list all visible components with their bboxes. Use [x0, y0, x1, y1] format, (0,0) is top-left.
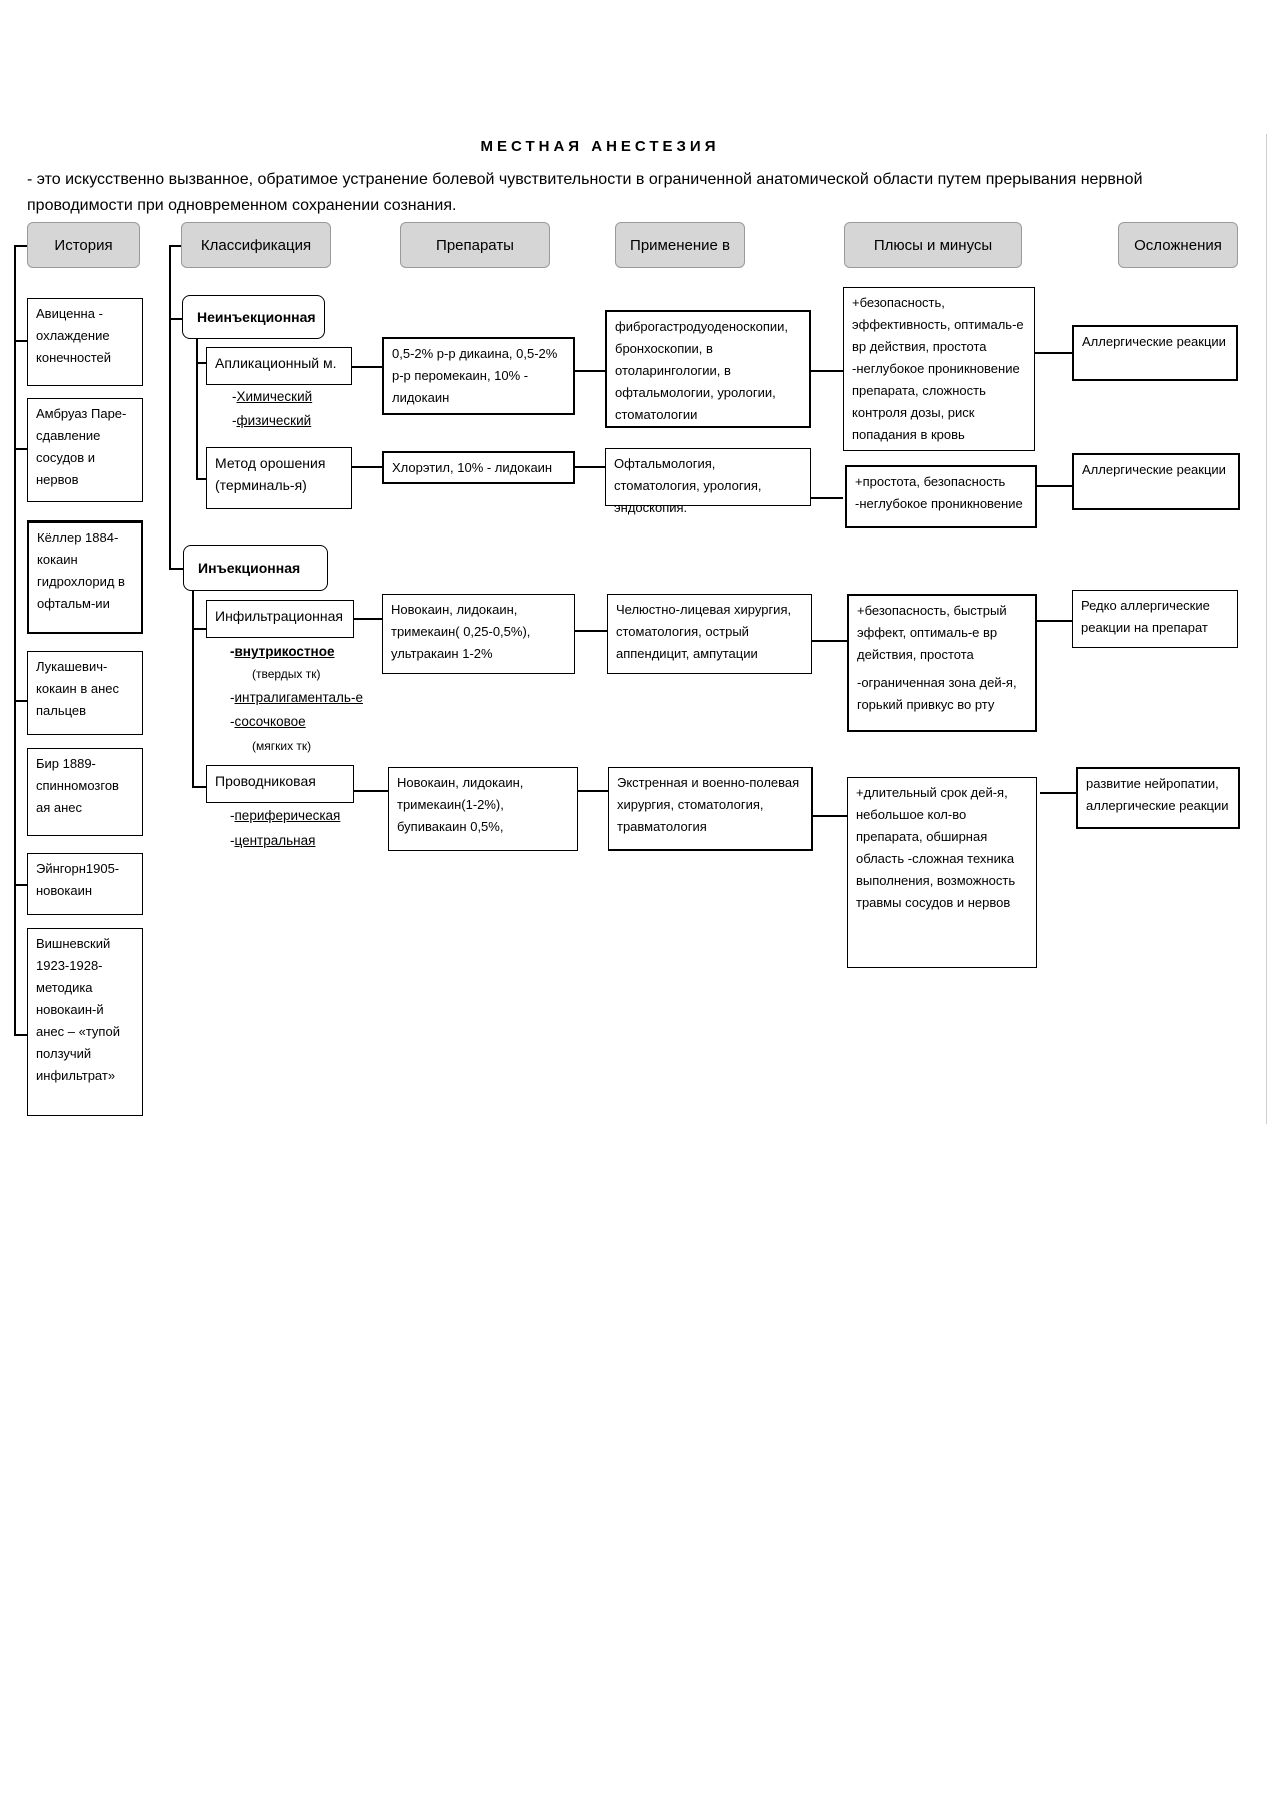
infiltration-node: Инфильтрационная [206, 600, 354, 638]
connector [14, 245, 27, 247]
connector [575, 466, 605, 468]
connector [1037, 485, 1072, 487]
connector [169, 318, 183, 320]
connector [1040, 792, 1076, 794]
header-complications: Осложнения [1118, 222, 1238, 268]
history-bracket [14, 245, 16, 1035]
definition-text: - это искусственно вызванное, обратимое устранение болевой чувствительности в ограниченной анатомической области путем прерывания нервной проводимости при одновременном сохранении сознания. [27, 171, 1143, 214]
application-complications: Аллергические реакции [1072, 325, 1238, 381]
history-item: Кёллер 1884- кокаин гидрохлорид в офтальм-ии [27, 520, 143, 634]
irrigation-method-node: Метод орошения (терминаль-я) [206, 447, 352, 509]
connector [811, 370, 843, 372]
irrigation-pros-cons: +простота, безопасность -неглубокое проникновение [845, 465, 1037, 528]
infiltration-use: Челюстно-лицевая хирургия, стоматология, острый аппендицит, ампутации [607, 594, 812, 674]
conduction-node: Проводниковая [206, 765, 354, 803]
irrigation-drugs: Хлорэтил, 10% - лидокаин [382, 451, 575, 484]
connector [192, 591, 194, 787]
application-method-node: Апликационный м. [206, 347, 352, 385]
connector [1037, 620, 1072, 622]
connector [354, 618, 382, 620]
injection-node: Инъекционная [183, 545, 328, 591]
classification-bracket [169, 245, 171, 570]
connector [169, 568, 183, 570]
conduction-sub-peripheral: -периферическая [230, 808, 341, 823]
page-title: МЕСТНАЯ АНЕСТЕЗИЯ [480, 138, 720, 155]
connector [1035, 352, 1072, 354]
infiltration-pros: +безопасность, быстрый эффект, оптималь-е вр действия, простота [857, 603, 1007, 662]
connector [14, 448, 27, 450]
connector [352, 466, 382, 468]
connector [14, 884, 27, 886]
header-drugs: Препараты [400, 222, 550, 268]
application-pros-cons: +безопасность, эффективность, оптималь-е вр действия, простота -неглубокое проникновение препарата, сложность контроля дозы, риск попадания в кровь [843, 287, 1035, 451]
connector [811, 497, 843, 499]
connector [192, 628, 206, 630]
history-item: Лукашевич- кокаин в анес пальцев [27, 651, 143, 735]
connector [14, 1034, 27, 1036]
connector [196, 339, 198, 479]
application-sub-physical: -физический [232, 413, 312, 428]
conduction-complications: развитие нейропатии, аллергические реакции [1076, 767, 1240, 829]
conduction-sub-central: -центральная [230, 833, 316, 848]
connector [575, 630, 607, 632]
infiltration-pros-cons [847, 594, 1037, 732]
conduction-pros-cons: +длительный срок дей-я, небольшое кол-во препарата, обширная область -сложная техника выполнения, возможность травмы сосудов и нервов [847, 777, 1037, 968]
infiltration-cons: -ограниченная зона дей-я, горький привкус во рту [857, 675, 1017, 712]
header-classification: Классификация [181, 222, 331, 268]
connector [196, 478, 206, 480]
non-injection-node: Неинъекционная [182, 295, 325, 339]
header-history: История [27, 222, 140, 268]
connector [196, 362, 206, 364]
page-edge-rule [1266, 134, 1267, 1124]
infiltration-sub-intraligamentary: -интралигаменталь-е [230, 690, 363, 705]
infiltration-drugs: Новокаин, лидокаин, тримекаин( 0,25-0,5%), ультракаин 1-2% [382, 594, 575, 674]
connector [169, 245, 181, 247]
irrigation-complications: Аллергические реакции [1072, 453, 1240, 510]
infiltration-sub-note: (твердых тк) [252, 667, 321, 681]
history-item: Эйнгорн1905- новокаин [27, 853, 143, 915]
irrigation-use: Офтальмология, стоматология, урология, эндоскопия. [605, 448, 811, 506]
infiltration-sub-intraosseous: -внутрикостное [230, 644, 335, 659]
history-item: Авиценна - охлаждение конечностей [27, 298, 143, 386]
connector [14, 340, 27, 342]
header-application: Применение в [615, 222, 745, 268]
history-item: Амбруаз Паре- сдавление сосудов и нервов [27, 398, 143, 502]
connector [192, 786, 206, 788]
connector [813, 815, 847, 817]
connector [352, 366, 382, 368]
header-pros-cons: Плюсы и минусы [844, 222, 1022, 268]
infiltration-sub-papillary: -сосочковое [230, 714, 306, 729]
history-item: Бир 1889- спинномозгов ая анес [27, 748, 143, 836]
conduction-use: Экстренная и военно-полевая хирургия, стоматология, травматология [608, 767, 813, 851]
application-drugs: 0,5-2% р-р дикаина, 0,5-2% р-р перомекаин, 10% - лидокаин [382, 337, 575, 415]
conduction-drugs: Новокаин, лидокаин, тримекаин(1-2%), бупивакаин 0,5%, [388, 767, 578, 851]
infiltration-sub-note: (мягких тк) [252, 739, 312, 753]
connector [354, 790, 388, 792]
connector [812, 640, 847, 642]
connector [14, 700, 27, 702]
application-sub-chemical: -Химический [232, 389, 313, 404]
connector [575, 370, 605, 372]
infiltration-complications: Редко аллергические реакции на препарат [1072, 590, 1238, 648]
history-item: Вишневский 1923-1928- методика новокаин-й анес – «тупой ползучий инфильтрат» [27, 928, 143, 1116]
connector [578, 790, 608, 792]
application-use: фиброгастродуоденоскопии, бронхоскопии, в отоларингологии, в офтальмологии, урологии, стоматологии [605, 310, 811, 428]
